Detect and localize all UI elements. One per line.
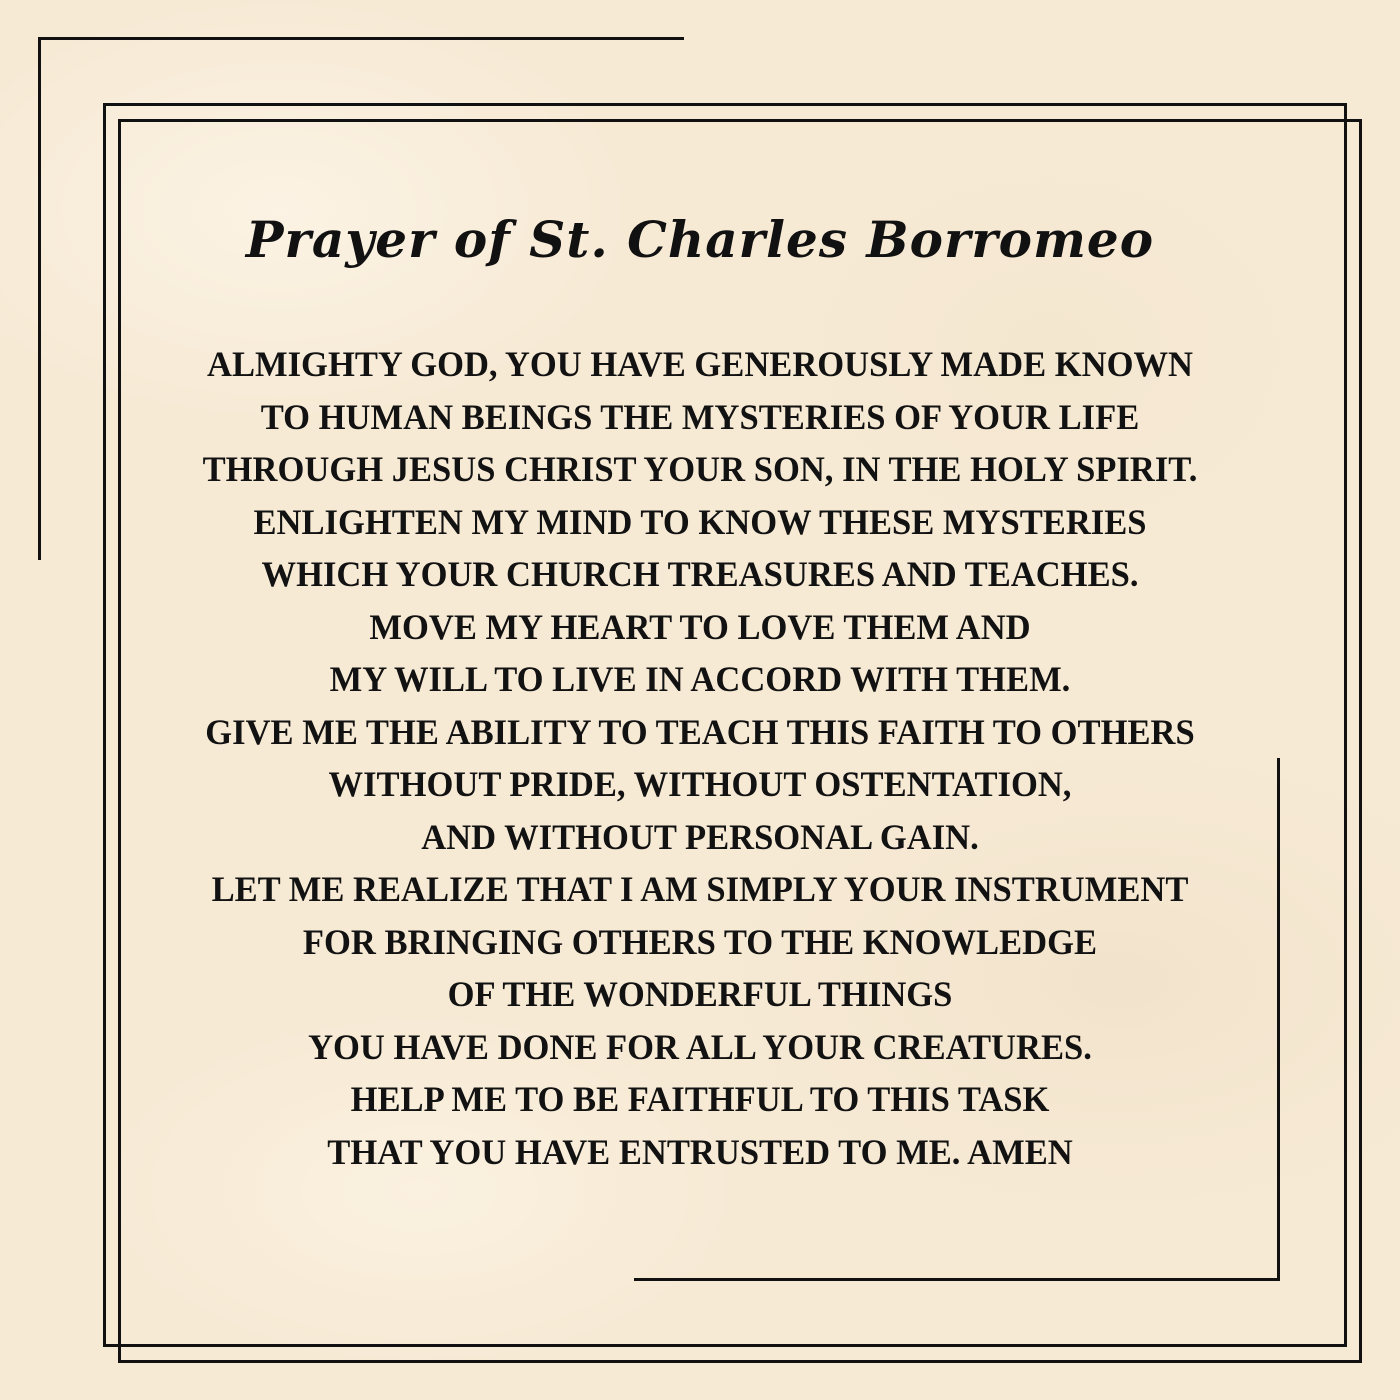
prayer-line: ENLIGHTEN MY MIND TO KNOW THESE MYSTERIES [253,501,1147,542]
prayer-line: HELP ME TO BE FAITHFUL TO THIS TASK [350,1079,1050,1119]
prayer-line: TO HUMAN BEINGS THE MYSTERIES OF YOUR LIFE [260,396,1140,437]
corner-line-bottom-right-vertical [1277,758,1280,1281]
prayer-title: Prayer of St. Charles Borromeo [245,210,1155,269]
prayer-line: OF THE WONDERFUL THINGS [447,974,953,1014]
corner-line-top-left-horizontal [38,37,684,40]
prayer-line: THROUGH JESUS CHRIST YOUR SON, IN THE HOLY SPIRIT. [202,449,1198,489]
prayer-line: WITHOUT PRIDE, WITHOUT OSTENTATION, [328,764,1072,804]
prayer-text [150,338,1250,1178]
corner-line-top-left-vertical [38,37,41,560]
prayer-line: ALMIGHTY GOD, YOU HAVE GENEROUSLY MADE KNOWN [206,344,1194,384]
prayer-line: THAT YOU HAVE ENTRUSTED TO ME. AMEN [327,1131,1073,1172]
prayer-line: FOR BRINGING OTHERS TO THE KNOWLEDGE [302,921,1098,962]
prayer-line: WHICH YOUR CHURCH TREASURES AND TEACHES. [261,554,1139,594]
corner-line-bottom-right-horizontal [634,1278,1280,1281]
prayer-line: LET ME REALIZE THAT I AM SIMPLY YOUR INSTRUMENT [211,869,1189,909]
prayer-line: MOVE MY HEART TO LOVE THEM AND [369,606,1031,647]
prayer-line: YOU HAVE DONE FOR ALL YOUR CREATURES. [308,1026,1092,1067]
prayer-line: GIVE ME THE ABILITY TO TEACH THIS FAITH TO OTHERS [205,711,1195,752]
prayer-line: MY WILL TO LIVE IN ACCORD WITH THEM. [329,659,1071,699]
prayer-line: AND WITHOUT PERSONAL GAIN. [421,816,979,857]
